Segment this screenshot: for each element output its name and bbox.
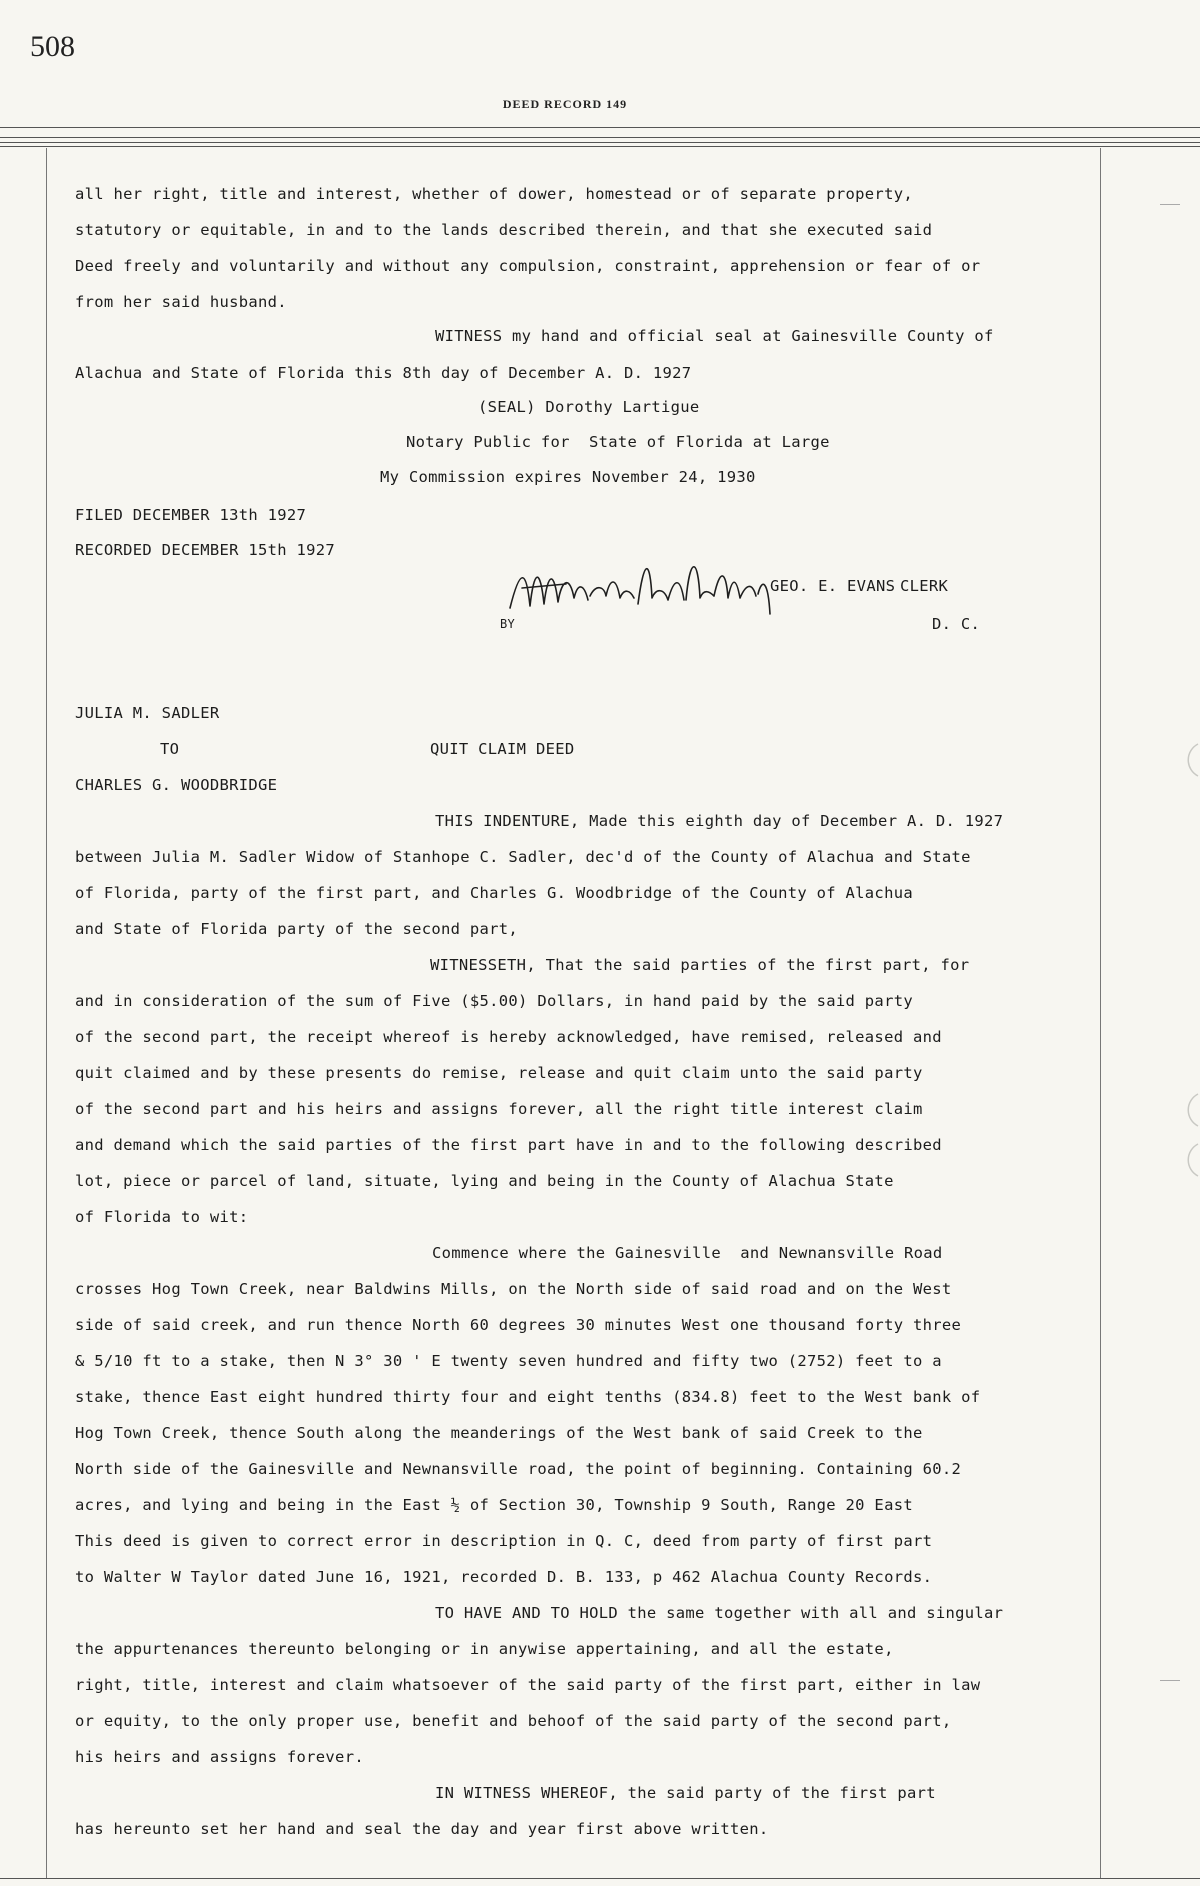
- clerk-name: GEO. E. EVANS: [770, 577, 896, 595]
- deed-line: of the second part, the receipt whereof is hereby acknowledged, have remised, released and: [75, 1028, 942, 1046]
- clerk-title: CLERK: [900, 577, 949, 595]
- running-head: DEED RECORD 149: [502, 97, 628, 111]
- deputy-clerk-label: D. C.: [932, 615, 981, 633]
- deed-line: and demand which the said parties of the first part have in and to the following described: [75, 1136, 942, 1154]
- header-rule: [0, 142, 1200, 143]
- left-margin-rule: [46, 148, 47, 1878]
- deed-line: TO HAVE AND TO HOLD the same together with all and singular: [435, 1604, 1004, 1622]
- margin-punch-mark: [1160, 1090, 1200, 1130]
- grantor-name: JULIA M. SADLER: [75, 704, 220, 722]
- header-rule: [0, 146, 1200, 147]
- deed-line: THIS INDENTURE, Made this eighth day of December A. D. 1927: [435, 812, 1004, 830]
- grantee-name: CHARLES G. WOODBRIDGE: [75, 776, 278, 794]
- deed-line: stake, thence East eight hundred thirty four and eight tenths (834.8) feet to the West bank of: [75, 1388, 981, 1406]
- by-label: BY: [500, 617, 516, 631]
- header-rule: [0, 137, 1200, 138]
- deed-line: has hereunto set her hand and seal the day and year first above written.: [75, 1820, 769, 1838]
- seal-line: (SEAL) Dorothy Lartigue: [478, 398, 700, 416]
- deed-line: North side of the Gainesville and Newnansville road, the point of beginning. Containing 60.2: [75, 1460, 962, 1478]
- acknowledgment-line: statutory or equitable, in and to the lands described therein, and that she executed said: [75, 221, 933, 239]
- witness-line: WITNESS my hand and official seal at Gainesville County of: [435, 327, 994, 345]
- margin-punch-mark: [1160, 740, 1200, 780]
- deed-line: between Julia M. Sadler Widow of Stanhope C. Sadler, dec'd of the County of Alachua and State: [75, 848, 971, 866]
- margin-tick-mark: [1160, 1680, 1180, 1681]
- commission-line: My Commission expires November 24, 1930: [380, 468, 756, 486]
- right-margin-rule: [1100, 148, 1101, 1878]
- deed-line: WITNESSETH, That the said parties of the first part, for: [430, 956, 970, 974]
- notary-line: Notary Public for State of Florida at Large: [406, 433, 830, 451]
- deed-line: or equity, to the only proper use, benefit and behoof of the said party of the second part,: [75, 1712, 952, 1730]
- deed-line: side of said creek, and run thence North 60 degrees 30 minutes West one thousand forty three: [75, 1316, 962, 1334]
- acknowledgment-line: from her said husband.: [75, 293, 287, 311]
- margin-tick-mark: [1160, 204, 1180, 205]
- header-rule: [0, 127, 1200, 128]
- deed-line: lot, piece or parcel of land, situate, lying and being in the County of Alachua State: [75, 1172, 894, 1190]
- deed-line: to Walter W Taylor dated June 16, 1921, recorded D. B. 133, p 462 Alachua County Records.: [75, 1568, 933, 1586]
- deed-line: his heirs and assigns forever.: [75, 1748, 364, 1766]
- deed-line: Hog Town Creek, thence South along the meanderings of the West bank of said Creek to the: [75, 1424, 923, 1442]
- footer-rule: [0, 1878, 1200, 1879]
- acknowledgment-line: Deed freely and voluntarily and without any compulsion, constraint, apprehension or fear of or: [75, 257, 981, 275]
- deed-line: quit claimed and by these presents do remise, release and quit claim unto the said party: [75, 1064, 923, 1082]
- deed-line: of Florida to wit:: [75, 1208, 249, 1226]
- deed-line: and State of Florida party of the second part,: [75, 920, 519, 938]
- page-number: 508: [30, 30, 75, 63]
- deed-line: crosses Hog Town Creek, near Baldwins Mills, on the North side of said road and on the West: [75, 1280, 952, 1298]
- filed-line: FILED DECEMBER 13th 1927: [75, 506, 307, 524]
- deed-line: & 5/10 ft to a stake, then N 3° 30 ' E twenty seven hundred and fifty two (2752) feet to a: [75, 1352, 942, 1370]
- acknowledgment-line: all her right, title and interest, whether of dower, homestead or of separate property,: [75, 185, 913, 203]
- deed-title: QUIT CLAIM DEED: [430, 740, 575, 758]
- deed-line: right, title, interest and claim whatsoever of the said party of the first part, either in law: [75, 1676, 981, 1694]
- deed-line: of the second part and his heirs and assigns forever, all the right title interest claim: [75, 1100, 923, 1118]
- to-label: TO: [160, 740, 180, 758]
- margin-punch-mark: [1160, 1140, 1200, 1180]
- deed-line: This deed is given to correct error in description in Q. C, deed from party of first part: [75, 1532, 933, 1550]
- deed-line: Commence where the Gainesville and Newnansville Road: [432, 1244, 943, 1262]
- deed-line: the appurtenances thereunto belonging or in anywise appertaining, and all the estate,: [75, 1640, 894, 1658]
- deed-line: IN WITNESS WHEREOF, the said party of the first part: [435, 1784, 936, 1802]
- deed-line: of Florida, party of the first part, and Charles G. Woodbridge of the County of Alachua: [75, 884, 913, 902]
- deed-line: acres, and lying and being in the East ½ of Section 30, Township 9 South, Range 20 East: [75, 1496, 913, 1514]
- deed-line: and in consideration of the sum of Five ($5.00) Dollars, in hand paid by the said party: [75, 992, 913, 1010]
- witness-line-2: Alachua and State of Florida this 8th day of December A. D. 1927: [75, 364, 692, 382]
- recorded-line: RECORDED DECEMBER 15th 1927: [75, 541, 336, 559]
- handwritten-signature: [500, 548, 800, 638]
